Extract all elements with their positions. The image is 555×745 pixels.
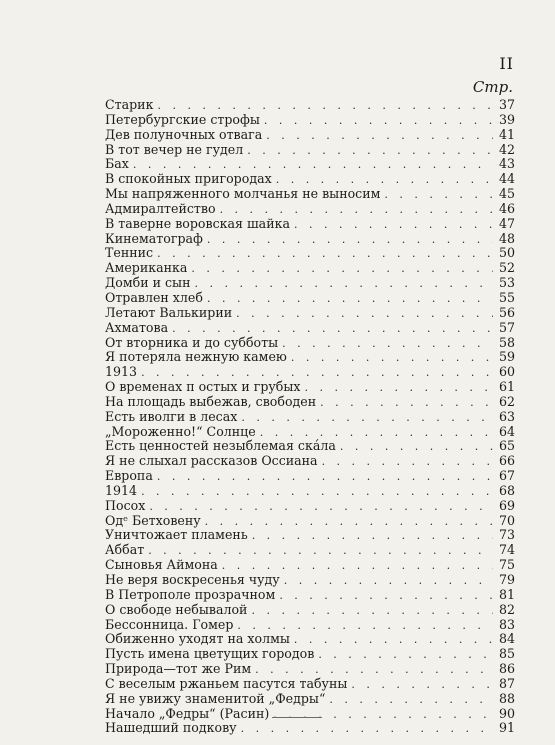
toc-entry-page: 64: [498, 423, 515, 439]
toc-leader-dots: [241, 411, 493, 426]
toc-entry-title: В Петрополе прозрачном: [105, 586, 276, 602]
toc-entry-page: 57: [498, 319, 515, 335]
toc-entry-title: Домби и сын: [105, 275, 191, 291]
toc-entry: [105, 157, 515, 172]
toc-entry-page: 39: [498, 111, 515, 127]
toc-entry-page: 83: [498, 616, 515, 632]
toc-leader-dots: [322, 455, 493, 470]
toc-leader-dots: [294, 218, 493, 233]
toc-entry-title: О временах п остых и грубых: [105, 379, 301, 395]
toc-entry-page: 52: [498, 260, 515, 276]
toc-entry-page: 63: [498, 408, 515, 424]
toc-entry-title: Бах: [105, 156, 129, 172]
toc-entry-page: 69: [498, 497, 515, 513]
toc-entry-title: Уничтожает пламень: [105, 527, 248, 543]
toc-entry-title: Я не увижу знаменитой „Федры“: [105, 690, 326, 706]
toc-leader-dots: [241, 722, 493, 737]
toc-entry-title: На площадь выбежав, свободен: [105, 393, 317, 409]
toc-entry-page: 47: [498, 215, 515, 231]
toc-entry-title: Летают Валькирии: [105, 304, 233, 320]
toc-entry: [105, 499, 515, 514]
toc-entry-title: Есть иволги в лесах: [105, 408, 238, 424]
toc-entry-page: 43: [498, 156, 515, 172]
toc-entry: [105, 217, 515, 232]
toc-entry-title: Природа—тот же Рим: [105, 661, 252, 677]
toc-leader-dots: [291, 351, 493, 366]
toc-leader-dots: [384, 188, 493, 203]
toc-entry-page: 85: [498, 646, 515, 662]
toc-entry: [105, 647, 515, 662]
toc-entry-page: 60: [498, 364, 515, 380]
toc-entry: [105, 543, 515, 558]
toc-entry-page: 46: [498, 200, 515, 216]
toc-entry-page: 91: [498, 720, 515, 736]
page-folio: II: [499, 54, 514, 73]
toc-leader-dots: [340, 440, 493, 455]
toc-entry-title: Адмиралтейство: [105, 200, 216, 216]
toc-entry-page: 45: [498, 186, 515, 202]
toc-leader-dots: [284, 574, 493, 589]
toc-entry-title: Не веря воскресенья чуду: [105, 572, 280, 587]
toc-entry-page: 61: [498, 379, 515, 395]
toc-entry: [105, 514, 515, 529]
toc-leader-dots: [318, 648, 493, 663]
table-of-contents: [105, 98, 515, 736]
toc-entry-title: От вторника и до субботы: [105, 334, 279, 350]
toc-leader-dots: [351, 678, 493, 693]
toc-entry-title: Американка: [105, 260, 188, 276]
toc-entry: [105, 677, 515, 692]
toc-entry-page: 42: [498, 141, 515, 157]
toc-entry-title: Аббат: [105, 542, 145, 558]
toc-entry-page: 88: [498, 690, 515, 706]
toc-entry: [105, 558, 515, 573]
toc-entry-title: „Мороженно!“ Солнце: [105, 423, 256, 439]
toc-leader-dots: [305, 381, 494, 396]
toc-entry-page: 53: [498, 275, 515, 291]
toc-entry-page: 37: [498, 97, 515, 112]
toc-leader-dots: [320, 396, 493, 411]
toc-entry: [105, 484, 515, 499]
toc-leader-dots: [329, 693, 493, 708]
toc-entry-title: В таверне воровская шайка: [105, 215, 290, 231]
toc-entry: [105, 306, 515, 321]
toc-entry: [105, 187, 515, 202]
toc-entry-title: Пусть имена цветущих городов: [105, 646, 315, 662]
toc-entry-page: 79: [498, 572, 515, 587]
toc-leader-dots: [194, 277, 493, 292]
toc-entry-title: Дев полуночных отвага: [105, 126, 263, 142]
toc-entry-title: Петербургские строфы: [105, 111, 260, 127]
toc-entry: [105, 573, 515, 588]
toc-entry-page: 67: [498, 468, 515, 484]
toc-entry: [105, 692, 515, 707]
toc-leader-dots: [282, 337, 493, 352]
toc-entry-page: 86: [498, 661, 515, 677]
toc-leader-dots: [236, 307, 493, 322]
toc-entry-title: Посох: [105, 497, 146, 513]
toc-entry-title: Ахматова: [105, 319, 169, 335]
toc-entry: [105, 291, 515, 306]
toc-entry-page: 74: [498, 542, 515, 558]
toc-entry-title: Бессонница. Гомер: [105, 616, 234, 632]
toc-entry: [105, 618, 515, 633]
toc-leader-dots: [157, 247, 493, 262]
toc-entry-title: Я не слыхал рассказов Оссиана: [105, 453, 318, 469]
toc-leader-dots: [207, 292, 493, 307]
toc-leader-dots: [157, 470, 493, 485]
toc-entry-page: 41: [498, 126, 515, 142]
toc-entry-title: Обиженно уходят на холмы: [105, 631, 290, 647]
toc-entry-title: О свободе небывалой: [105, 601, 248, 617]
toc-entry-title: Сыновья Аймона: [105, 557, 218, 573]
toc-leader-dots: [141, 485, 493, 500]
toc-entry-page: 65: [498, 438, 515, 454]
toc-entry-page: 73: [498, 527, 515, 543]
toc-entry-page: 75: [498, 557, 515, 573]
toc-entry: [105, 128, 515, 143]
page-column-heading: Стр.: [472, 78, 513, 96]
toc-entry: [105, 469, 515, 484]
toc-leader-dots: [207, 233, 493, 248]
toc-entry: [105, 113, 515, 128]
toc-entry-title: 1913: [105, 364, 138, 380]
toc-entry: [105, 395, 515, 410]
toc-entry-page: 44: [498, 171, 515, 187]
toc-entry: [105, 410, 515, 425]
toc-leader-dots: [251, 604, 493, 619]
toc-entry: [105, 246, 515, 261]
toc-entry-title: Европа: [105, 468, 153, 484]
closing-rule: [272, 717, 322, 718]
toc-entry-page: 68: [498, 482, 515, 498]
toc-leader-dots: [247, 144, 493, 159]
toc-entry-page: 48: [498, 230, 515, 246]
toc-leader-dots: [191, 262, 493, 277]
toc-entry: [105, 276, 515, 291]
toc-entry: [105, 425, 515, 440]
toc-entry-page: 66: [498, 453, 515, 469]
toc-leader-dots: [273, 708, 493, 723]
toc-entry-page: 82: [498, 601, 515, 617]
toc-entry: [105, 172, 515, 187]
toc-entry: [105, 365, 515, 380]
toc-entry-title: Кинематограф: [105, 230, 203, 246]
toc-entry: [105, 662, 515, 677]
toc-entry-page: 55: [498, 289, 515, 305]
toc-entry-title: С веселым ржаньем пасутся табуны: [105, 675, 348, 691]
toc-entry-page: 70: [498, 512, 515, 528]
toc-entry: [105, 528, 515, 543]
toc-entry: [105, 707, 515, 722]
toc-entry: [105, 632, 515, 647]
toc-leader-dots: [264, 114, 493, 129]
toc-entry-title: Одᵉ Бетховену: [105, 512, 201, 528]
toc-entry: [105, 603, 515, 618]
toc-entry-page: 62: [498, 393, 515, 409]
toc-entry: [105, 321, 515, 336]
toc-entry-title: В тот вечер не гудел: [105, 141, 244, 157]
toc-entry-title: Мы напряженного молчанья не выносим: [105, 186, 381, 202]
toc-entry: [105, 202, 515, 217]
toc-entry-title: 1914: [105, 482, 138, 498]
toc-entry-title: Теннис: [105, 245, 154, 261]
toc-entry-title: Нашедший подкову: [105, 720, 237, 736]
toc-entry: [105, 454, 515, 469]
toc-entry-page: 87: [498, 675, 515, 691]
toc-entry: [105, 336, 515, 351]
toc-entry-page: 50: [498, 245, 515, 261]
toc-leader-dots: [266, 129, 493, 144]
toc-entry-page: 59: [498, 349, 515, 365]
toc-leader-dots: [252, 529, 493, 544]
toc-entry: [105, 721, 515, 736]
toc-entry-title: Начало „Федры“ (Расин): [105, 705, 270, 721]
toc-leader-dots: [294, 633, 493, 648]
toc-entry-title: Отравлен хлеб: [105, 289, 203, 305]
toc-entry: [105, 143, 515, 158]
toc-entry: [105, 439, 515, 454]
toc-entry-page: 90: [498, 705, 515, 721]
toc-entry: [105, 350, 515, 365]
toc-entry: [105, 588, 515, 603]
toc-entry-page: 81: [498, 586, 515, 602]
toc-entry: [105, 261, 515, 276]
toc-entry-title: Старик: [105, 97, 154, 112]
toc-leader-dots: [279, 589, 493, 604]
toc-entry-title: В спокойных пригородах: [105, 171, 272, 187]
toc-entry-page: 56: [498, 304, 515, 320]
toc-entry-page: 84: [498, 631, 515, 647]
toc-entry: [105, 232, 515, 247]
toc-entry: [105, 98, 515, 113]
toc-entry: [105, 380, 515, 395]
toc-entry-title: Есть ценностей незыблемая скáла: [105, 438, 336, 454]
toc-entry-title: Я потеряла нежную камею: [105, 349, 287, 365]
toc-entry-page: 58: [498, 334, 515, 350]
